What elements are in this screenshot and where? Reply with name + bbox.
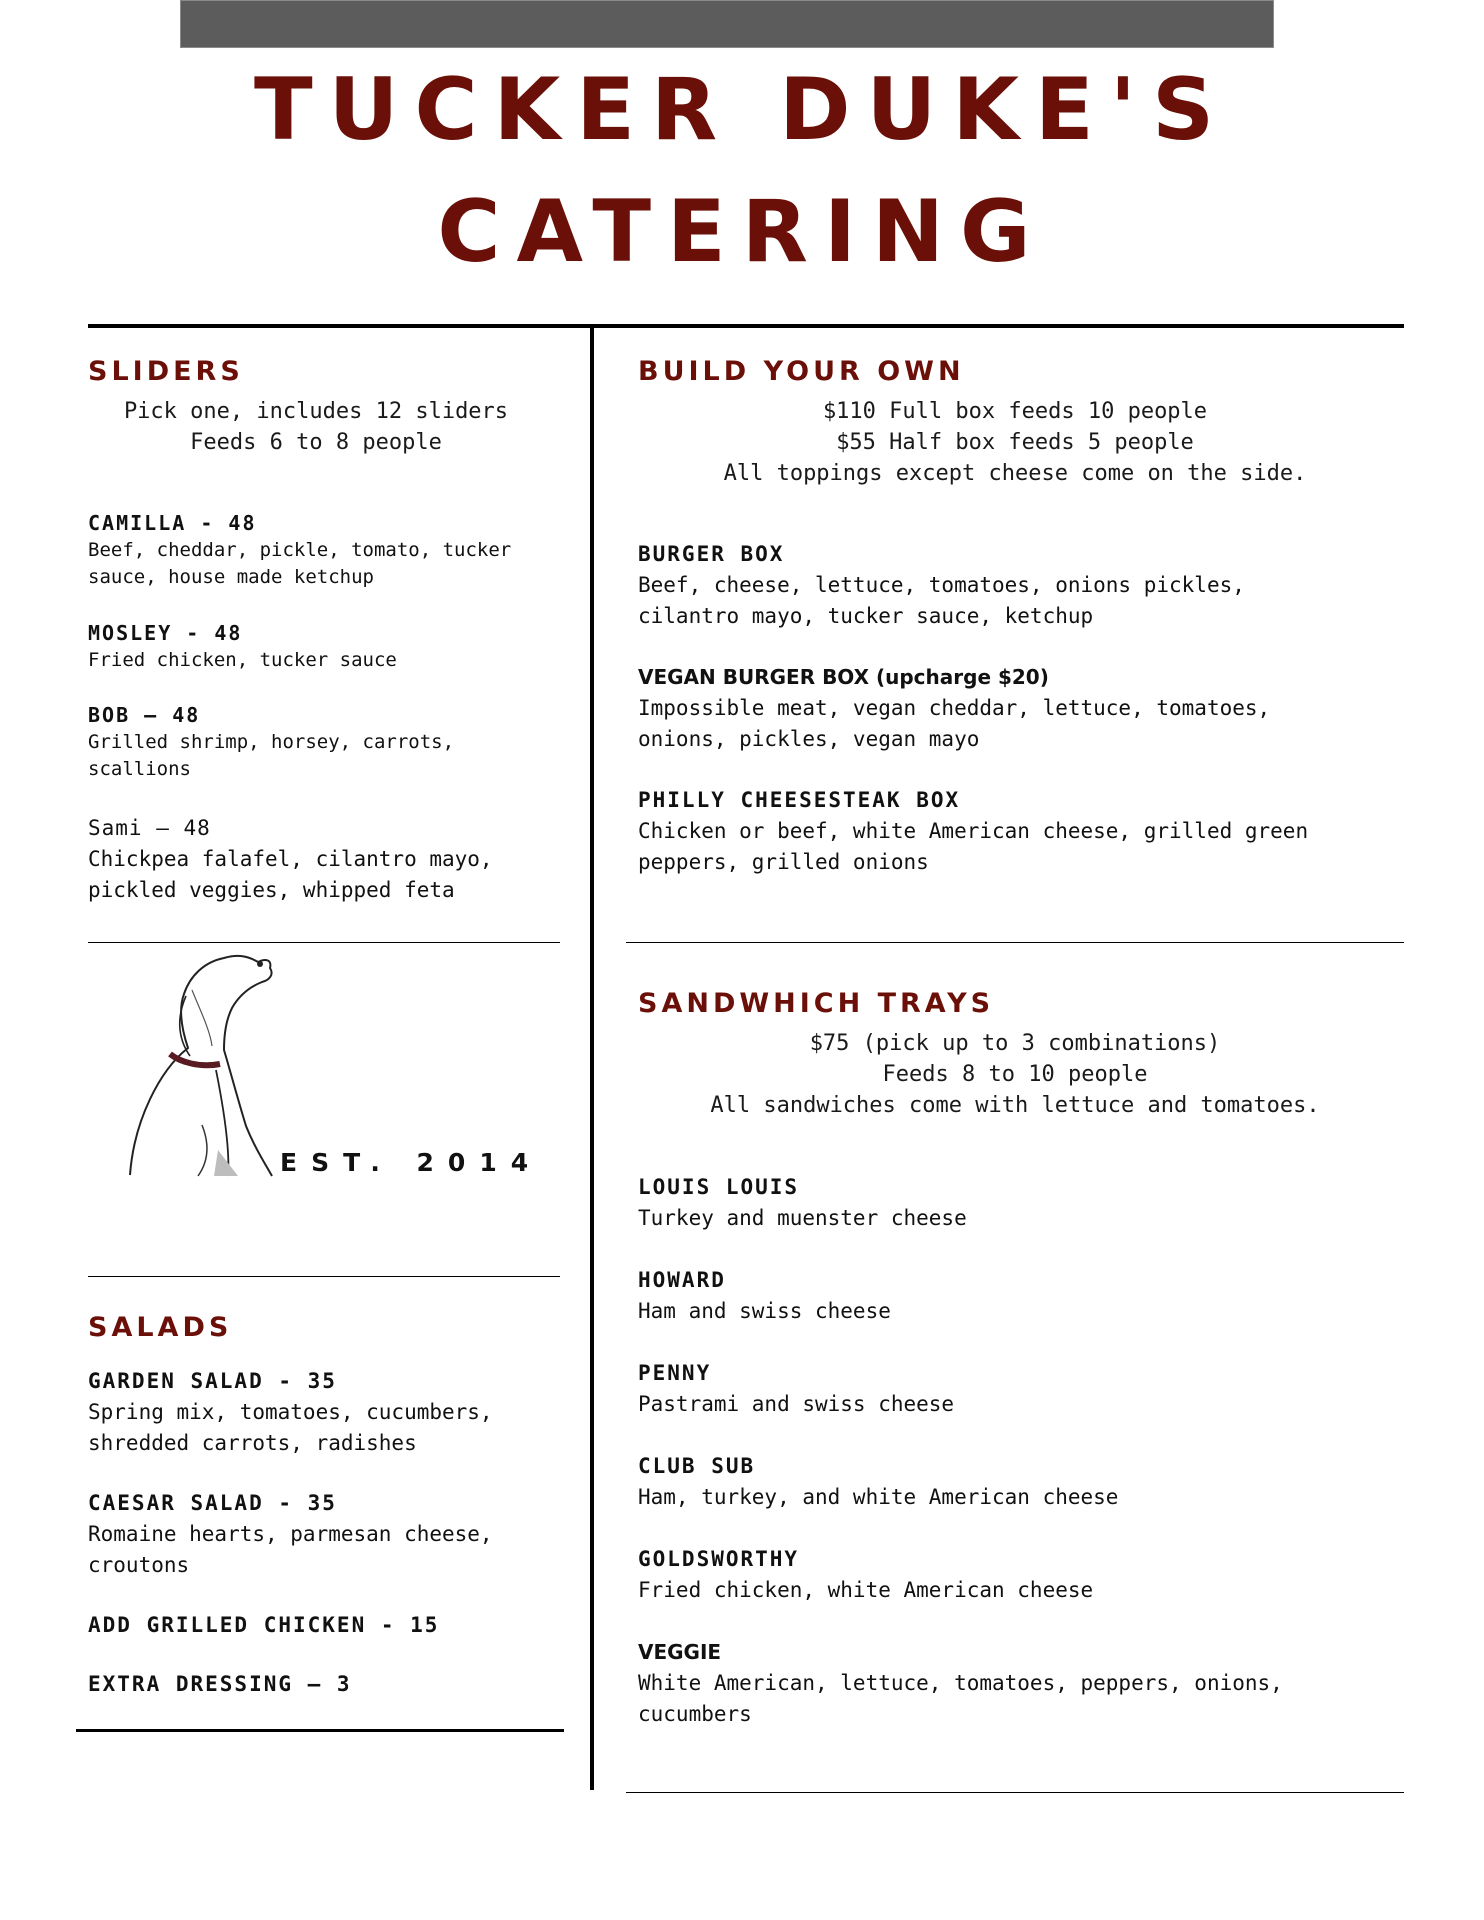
item-desc: Grilled shrimp, horsey, carrots, scallions (88, 731, 455, 780)
item-desc: Pastrami and swiss cheese (638, 1392, 955, 1416)
salads-title: SALADS (88, 1312, 233, 1343)
item-desc: Impossible meat, vegan cheddar, lettuce, tomatoes, onions, pickles, vegan mayo (638, 696, 1271, 751)
item-desc: Turkey and muenster cheese (638, 1206, 967, 1230)
left-divider-2 (88, 1276, 560, 1277)
item-name: CAESAR SALAD - 35 (88, 1491, 337, 1515)
sliders-info-line1: Pick one, includes 12 sliders (123, 399, 509, 424)
tray-item-louis-louis (638, 1172, 1358, 1234)
item-desc: Spring mix, tomatoes, cucumbers, shredded carrots, radishes (88, 1400, 493, 1455)
salad-item-garden (88, 1366, 558, 1459)
column-divider (590, 324, 594, 1790)
item-name: VEGGIE (638, 1640, 722, 1664)
established-label: EST. 2014 (280, 1148, 543, 1177)
tray-item-howard (638, 1265, 1358, 1327)
restaurant-title-line2: CATERING (437, 182, 1047, 282)
item-name: GARDEN SALAD - 35 (88, 1369, 337, 1393)
trays-info-line2: Feeds 8 to 10 people (882, 1062, 1148, 1087)
slider-item-sami (88, 813, 558, 906)
salad-addon-dressing (88, 1669, 352, 1700)
item-name: PHILLY CHEESESTEAK BOX (638, 788, 961, 812)
item-desc: Ham, turkey, and white American cheese (638, 1485, 1119, 1509)
byo-item-philly-cheesesteak-box (638, 785, 1358, 878)
byo-item-vegan-burger-box (638, 662, 1338, 755)
right-bottom-divider (626, 1792, 1404, 1793)
salad-addon-chicken (88, 1610, 439, 1641)
item-name: Sami – 48 (88, 816, 211, 840)
top-bar (180, 0, 1274, 48)
left-divider-1 (88, 942, 560, 943)
tray-item-goldsworthy (638, 1544, 1358, 1606)
build-your-own-title: BUILD YOUR OWN (638, 356, 965, 387)
item-desc: White American, lettuce, tomatoes, peppers, onions, cucumbers (638, 1671, 1283, 1726)
slider-item-mosley (88, 619, 558, 674)
byo-info-line1: $110 Full box feeds 10 people (822, 399, 1208, 424)
build-your-own-info (626, 396, 1404, 489)
right-divider-1 (626, 942, 1404, 943)
sliders-title: SLIDERS (88, 356, 244, 387)
item-name: VEGAN BURGER BOX (upcharge $20) (638, 665, 1049, 689)
trays-info-line3: All sandwiches come with lettuce and tomatoes. (710, 1093, 1320, 1118)
tray-item-penny (638, 1358, 1358, 1420)
item-desc: Fried chicken, tucker sauce (88, 649, 397, 671)
byo-info-line3: All toppings except cheese come on the side. (723, 461, 1307, 486)
sliders-info (88, 396, 544, 458)
sandwich-trays-title: SANDWHICH TRAYS (638, 988, 995, 1019)
left-bottom-divider (76, 1729, 564, 1732)
item-desc: Romaine hearts, parmesan cheese, croutons (88, 1522, 493, 1577)
item-name: LOUIS LOUIS (638, 1175, 800, 1199)
item-name: MOSLEY - 48 (88, 621, 243, 645)
item-desc: Beef, cheddar, pickle, tomato, tucker sauce, house made ketchup (88, 539, 512, 588)
item-name: EXTRA DRESSING – 3 (88, 1672, 352, 1696)
sliders-info-line2: Feeds 6 to 8 people (190, 430, 442, 455)
item-desc: Fried chicken, white American cheese (638, 1578, 1094, 1602)
item-name: CLUB SUB (638, 1454, 756, 1478)
tray-item-club-sub (638, 1451, 1358, 1513)
item-desc: Chicken or beef, white American cheese, grilled green peppers, grilled onions (638, 819, 1309, 874)
slider-item-bob (88, 701, 508, 783)
restaurant-title-line1: TUCKER DUKE'S (253, 60, 1231, 160)
item-name: BURGER BOX (638, 542, 785, 566)
dog-illustration (120, 950, 290, 1180)
item-desc: Chickpea falafel, cilantro mayo, pickled veggies, whipped feta (88, 847, 493, 902)
byo-item-burger-box (638, 539, 1338, 632)
tray-item-veggie (638, 1637, 1358, 1730)
item-name: HOWARD (638, 1268, 726, 1292)
item-name: BOB – 48 (88, 703, 201, 727)
slider-item-camilla (88, 509, 558, 591)
item-name: PENNY (638, 1361, 712, 1385)
sandwich-trays-info (626, 1028, 1404, 1121)
top-divider (88, 324, 1404, 328)
salad-item-caesar (88, 1488, 558, 1581)
item-name: ADD GRILLED CHICKEN - 15 (88, 1613, 440, 1637)
item-desc: Ham and swiss cheese (638, 1299, 891, 1323)
byo-info-line2: $55 Half box feeds 5 people (836, 430, 1194, 455)
item-name: GOLDSWORTHY (638, 1547, 800, 1571)
item-desc: Beef, cheese, lettuce, tomatoes, onions pickles, cilantro mayo, tucker sauce, ketchup (638, 573, 1245, 628)
trays-info-line1: $75 (pick up to 3 combinations) (809, 1031, 1221, 1056)
item-name: CAMILLA - 48 (88, 511, 257, 535)
